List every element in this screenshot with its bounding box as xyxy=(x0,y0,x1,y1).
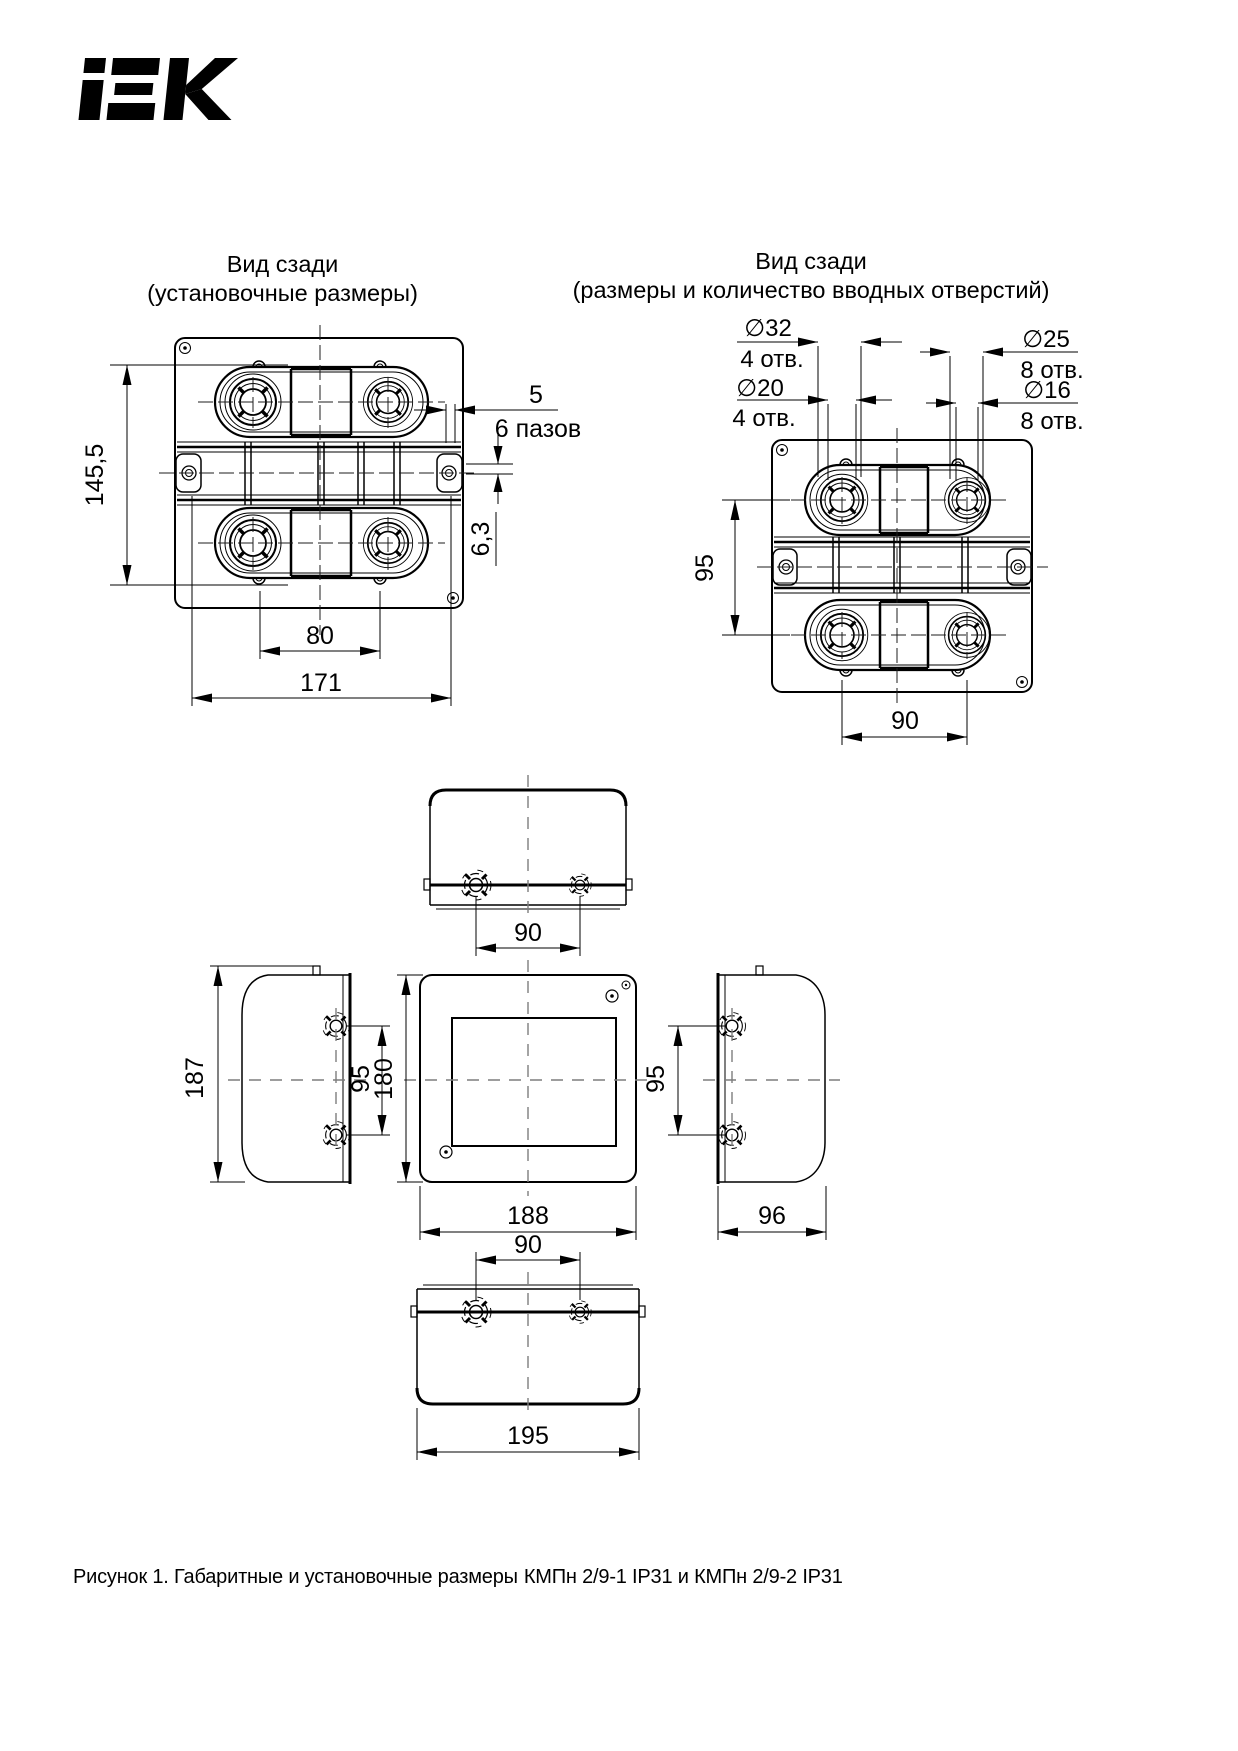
figure-caption-text: Рисунок 1. Габаритные и установочные размеры xyxy=(73,1566,518,1588)
dim-hole-spacing-h-label: 90 xyxy=(891,707,919,735)
rear-holes-view-title-line1: Вид сзади xyxy=(755,248,867,274)
rear-mount-view-title-line2: (установочные размеры) xyxy=(147,280,418,306)
bottom-view-drawing xyxy=(411,1231,645,1460)
dim-front-height-label: 180 xyxy=(370,1058,398,1100)
iek-logo xyxy=(78,58,238,120)
dia-25-count-label: 8 отв. xyxy=(1020,357,1084,384)
dim-slot-count-label: 6 пазов xyxy=(494,415,582,443)
dim-row-spacing-label: 95 xyxy=(691,554,719,582)
dia-20-label: ∅20 xyxy=(736,375,784,402)
dim-left-hole-spacing-label: 95 xyxy=(347,1065,375,1093)
dim-bottom-hole-spacing-label: 90 xyxy=(514,1231,542,1259)
dia-32-label: ∅32 xyxy=(744,315,792,342)
rear-holes-view-title xyxy=(560,247,1062,305)
right-side-view-drawing xyxy=(642,966,840,1240)
dim-left-height-label: 187 xyxy=(181,1057,209,1099)
top-view-drawing xyxy=(424,775,632,956)
front-view-drawing xyxy=(370,960,652,1240)
dim-right-hole-spacing-label: 95 xyxy=(642,1065,670,1093)
left-side-view-drawing xyxy=(181,966,390,1184)
dim-width-label: 171 xyxy=(300,669,342,697)
dim-hole-spacing-label: 80 xyxy=(306,622,334,650)
rear-holes-view-title-line2: (размеры и количество вводных отверстий) xyxy=(572,277,1050,303)
dim-bottom-width-label: 195 xyxy=(507,1422,549,1450)
dim-right-depth-label: 96 xyxy=(758,1202,786,1230)
rear-mount-view-title-line1: Вид сзади xyxy=(226,251,339,277)
dim-top-hole-spacing-label: 90 xyxy=(514,919,542,947)
dim-slot-depth-label: 6,3 xyxy=(467,521,495,557)
dia-20-count-label: 4 отв. xyxy=(732,405,796,432)
rear-mount-view-drawing xyxy=(81,325,581,706)
figure-caption xyxy=(73,1566,843,1589)
rear-holes-view-drawing xyxy=(691,315,1084,745)
dim-slot-width-label: 5 xyxy=(529,381,543,409)
dia-16-label: ∅16 xyxy=(1023,377,1071,404)
hole-callouts xyxy=(732,315,1083,481)
dia-25-label: ∅25 xyxy=(1022,326,1070,353)
rear-mount-view-title xyxy=(110,250,455,308)
dim-front-width-label: 188 xyxy=(507,1202,549,1230)
figure-caption-models: КМПн 2/9-1 IP31 и КМПн 2/9-2 IP31 xyxy=(523,1566,843,1588)
dia-16-count-label: 8 отв. xyxy=(1020,408,1084,435)
dia-32-count-label: 4 отв. xyxy=(740,346,804,373)
dim-height-label: 145,5 xyxy=(81,443,109,507)
